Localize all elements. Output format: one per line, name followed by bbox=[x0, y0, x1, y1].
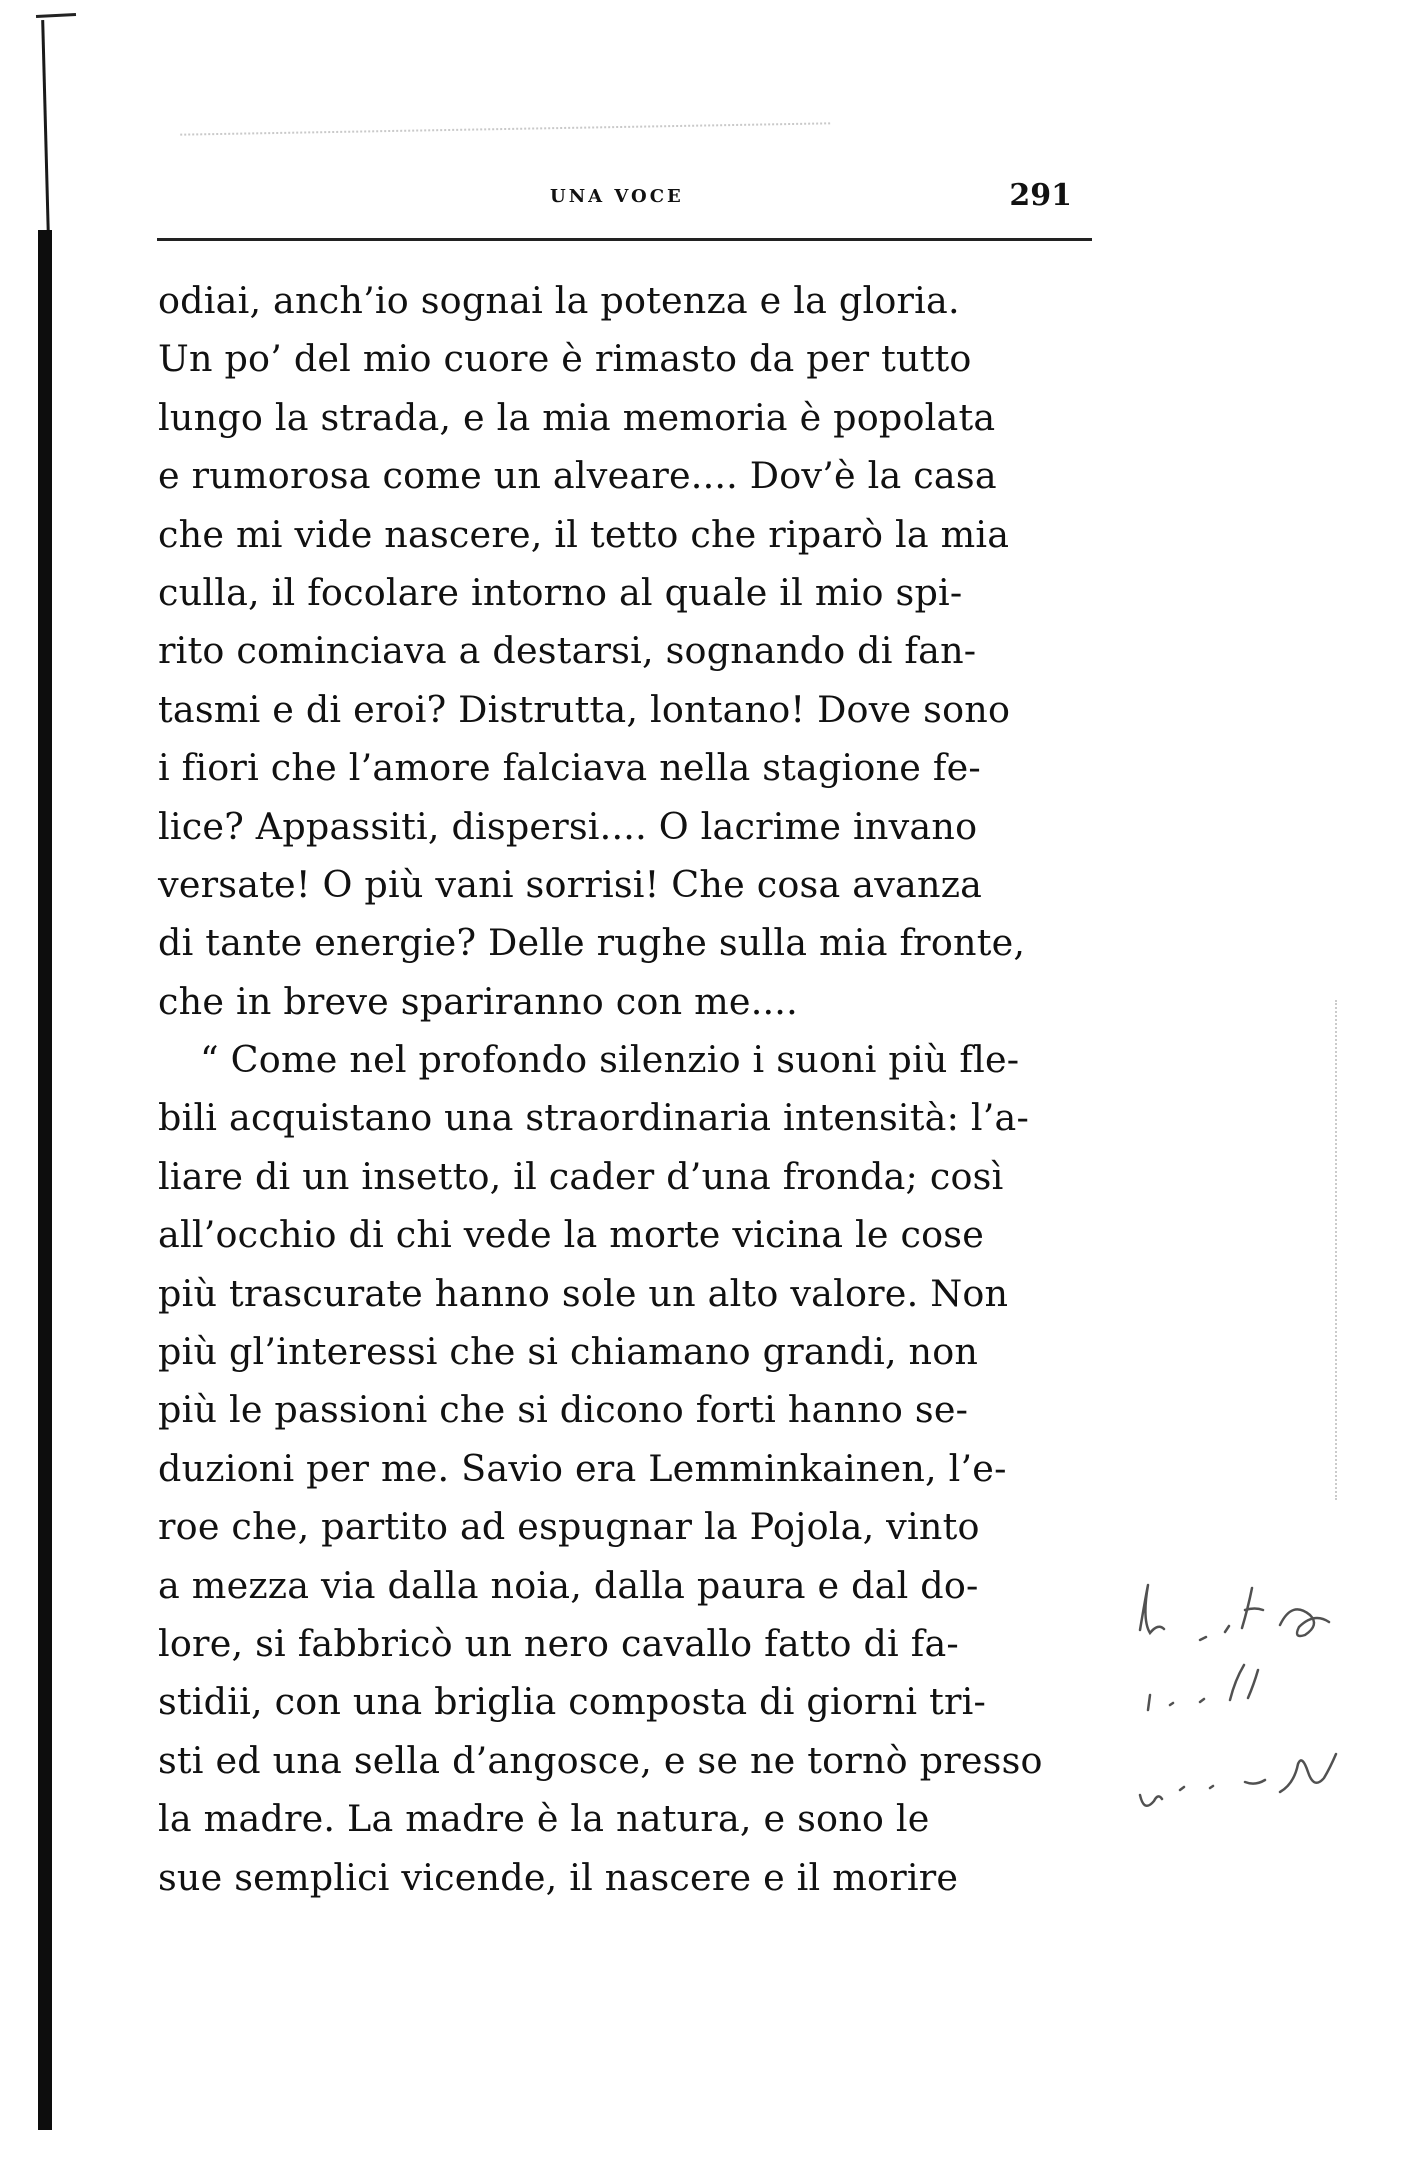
text-line: bili acquistano una straordinaria intensità: l’a- bbox=[158, 1096, 1030, 1140]
text-line: lungo la strada, e la mia memoria è popolata bbox=[158, 395, 996, 439]
faint-top-marks bbox=[180, 102, 830, 135]
text-line: che in breve spariranno con me.... bbox=[158, 979, 798, 1023]
text-line: più gl’interessi che si chiamano grandi, non bbox=[158, 1330, 979, 1374]
header-rule bbox=[157, 238, 1092, 241]
text-line: e rumorosa come un alveare.... Dov’è la casa bbox=[158, 454, 997, 498]
text-line: odiai, anch’io sognai la potenza e la gloria. bbox=[158, 279, 960, 322]
handwritten-marginalia bbox=[1130, 1570, 1380, 1860]
text-line: sue semplici vicende, il nascere e il morire bbox=[158, 1855, 959, 1899]
text-line: di tante energie? Delle rughe sulla mia fronte, bbox=[158, 921, 1026, 965]
text-line: Un po’ del mio cuore è rimasto da per tutto bbox=[158, 337, 972, 381]
text-line: stidii, con una briglia composta di giorni tri- bbox=[158, 1680, 986, 1724]
page-header bbox=[150, 178, 1100, 218]
text-line: che mi vide nascere, il tetto che riparò la mia bbox=[158, 512, 1010, 556]
text-line: sti ed una sella d’angosce, e se ne tornò presso bbox=[158, 1738, 1043, 1782]
binding-tick-mark bbox=[36, 13, 76, 18]
text-line: lice? Appassiti, dispersi.... O lacrime invano bbox=[158, 804, 978, 848]
binding-edge bbox=[38, 230, 52, 2130]
text-line: liare di un insetto, il cader d’una fronda; così bbox=[158, 1154, 1004, 1198]
page-number: 291 bbox=[1009, 178, 1072, 213]
text-line: culla, il focolare intorno al quale il mio spi- bbox=[158, 570, 963, 614]
text-line: all’occhio di chi vede la morte vicina le cose bbox=[158, 1213, 985, 1257]
text-line: lore, si fabbricò un nero cavallo fatto di fa- bbox=[158, 1621, 959, 1665]
paragraph-start-line: “ Come nel profondo silenzio i suoni più fle- bbox=[200, 1038, 1020, 1082]
text-line: rito cominciava a destarsi, sognando di fan- bbox=[158, 629, 977, 673]
text-line: versate! O più vani sorrisi! Che cosa avanza bbox=[158, 862, 983, 906]
running-title: UNA VOCE bbox=[550, 186, 684, 207]
binding-edge-top bbox=[41, 20, 50, 235]
text-line: più le passioni che si dicono forti hanno se- bbox=[158, 1388, 969, 1432]
text-line: tasmi e di eroi? Distrutta, lontano! Dove sono bbox=[158, 687, 1011, 731]
text-line: duzioni per me. Savio era Lemminkainen, l’e- bbox=[158, 1446, 1007, 1490]
body-text bbox=[158, 272, 1118, 1907]
text-line: roe che, partito ad espugnar la Pojola, vinto bbox=[158, 1505, 980, 1549]
text-line: più trascurate hanno sole un alto valore. Non bbox=[158, 1271, 1009, 1315]
margin-dots bbox=[1335, 1000, 1357, 1500]
text-line: i fiori che l’amore falciava nella stagione fe- bbox=[158, 746, 981, 790]
text-line: la madre. La madre è la natura, e sono le bbox=[158, 1797, 930, 1841]
text-line: a mezza via dalla noia, dalla paura e dal do- bbox=[158, 1563, 979, 1607]
